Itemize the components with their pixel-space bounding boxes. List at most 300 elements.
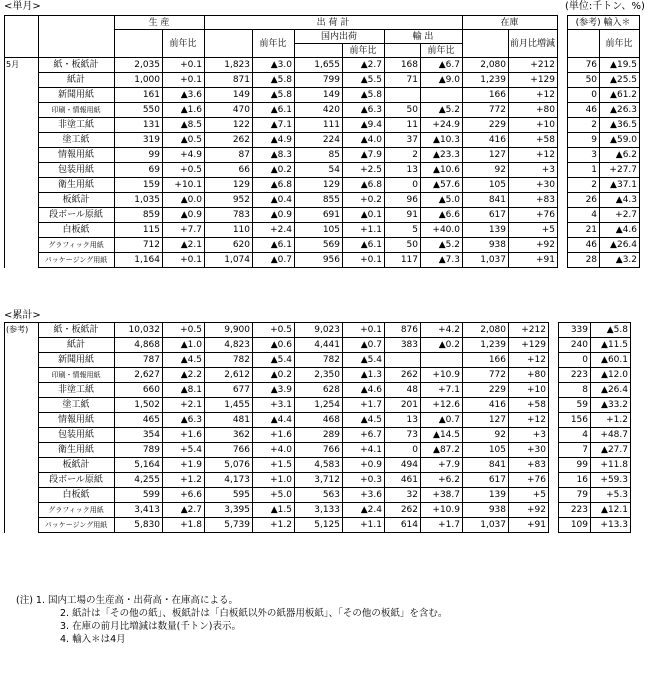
cell-value: +0.1 <box>343 253 385 268</box>
cell-value: 149 <box>295 88 343 103</box>
cell-value: ▲0.0 <box>163 193 205 208</box>
cell-value: 4,868 <box>115 338 163 353</box>
monthly-table <box>4 15 640 268</box>
cell-value: ▲0.2 <box>253 368 295 383</box>
cell-value: 9,900 <box>205 323 253 338</box>
cell-value: ▲0.9 <box>163 208 205 223</box>
cell-value: +3.6 <box>343 488 385 503</box>
table-row <box>5 253 640 268</box>
cell-value: 223 <box>559 368 591 383</box>
cell-value: 92 <box>463 428 509 443</box>
notes <box>16 594 447 646</box>
cell-value: 2 <box>385 148 421 163</box>
column-gap <box>558 163 568 178</box>
cell-value: 7 <box>559 443 591 458</box>
cell-value: +3 <box>509 428 549 443</box>
cell-value: 938 <box>463 238 509 253</box>
cell-value: ▲0.7 <box>421 413 463 428</box>
cell-value: ▲5.8 <box>253 73 295 88</box>
cell-value: ▲2.1 <box>163 238 205 253</box>
cell-value: +1.1 <box>343 223 385 238</box>
row-label: 印刷・情報用紙 <box>39 368 115 383</box>
cell-value: 691 <box>295 208 343 223</box>
column-gap <box>558 208 568 223</box>
cell-value: 127 <box>463 413 509 428</box>
cell-value: ▲5.0 <box>421 193 463 208</box>
cell-value: 3,413 <box>115 503 163 518</box>
cell-value: ▲6.8 <box>343 178 385 193</box>
cell-value: +80 <box>509 368 549 383</box>
cell-value: ▲6.3 <box>343 103 385 118</box>
cell-value: 595 <box>205 488 253 503</box>
cell-value: +12.6 <box>421 398 463 413</box>
cell-value: 37 <box>385 133 421 148</box>
cell-value: 952 <box>205 193 253 208</box>
table-row <box>5 488 631 503</box>
column-gap <box>549 473 559 488</box>
cell-value: ▲26.4 <box>600 238 640 253</box>
cell-value: 677 <box>205 383 253 398</box>
cell-value: +91 <box>509 253 558 268</box>
cell-value: +5 <box>509 488 549 503</box>
column-gap <box>549 353 559 368</box>
cell-value: +0.3 <box>343 473 385 488</box>
table-row <box>5 163 640 178</box>
cell-value: 115 <box>115 223 163 238</box>
column-gap <box>549 323 559 338</box>
cell-value: 139 <box>463 223 509 238</box>
table-row <box>5 503 631 518</box>
cell-value: ▲4.9 <box>253 133 295 148</box>
cell-value: ▲5.8 <box>253 88 295 103</box>
cell-value: ▲3.6 <box>163 88 205 103</box>
cell-value: 99 <box>559 458 591 473</box>
table-row <box>5 398 631 413</box>
cell-value: ▲25.5 <box>600 73 640 88</box>
cell-value: 201 <box>385 398 421 413</box>
row-label: 段ボール原紙 <box>39 473 115 488</box>
table-row <box>5 88 640 103</box>
cell-value: 96 <box>385 193 421 208</box>
cell-value: 66 <box>205 163 253 178</box>
cell-value: ▲60.1 <box>591 353 631 368</box>
cell-value: 339 <box>559 323 591 338</box>
cell-value: 855 <box>295 193 343 208</box>
cell-value: ▲26.4 <box>591 383 631 398</box>
cell-value: 127 <box>463 148 509 163</box>
cell-value: ▲8.3 <box>253 148 295 163</box>
cell-value: 563 <box>295 488 343 503</box>
cell-value: 1,035 <box>115 193 163 208</box>
cell-value: +58 <box>509 133 558 148</box>
cell-value: +0.2 <box>343 193 385 208</box>
row-label: 塗工紙 <box>39 398 115 413</box>
row-label: 紙計 <box>39 338 115 353</box>
cell-value: 110 <box>205 223 253 238</box>
cell-value: +40.0 <box>421 223 463 238</box>
cell-value: 76 <box>568 58 600 73</box>
cell-value: ▲5.5 <box>343 73 385 88</box>
cell-value: 468 <box>295 413 343 428</box>
cell-value: +12 <box>509 88 558 103</box>
cell-value: +0.1 <box>163 253 205 268</box>
column-gap <box>558 88 568 103</box>
header-dom-yoy: 前年比 <box>343 44 385 58</box>
cell-value: ▲3.9 <box>253 383 295 398</box>
table-row <box>5 323 631 338</box>
cell-value: 0 <box>568 88 600 103</box>
row-label: 塗工紙 <box>39 133 115 148</box>
header-import: (参考) 輸入＊ <box>568 16 640 30</box>
cell-value: +80 <box>509 103 558 118</box>
cell-value: +129 <box>509 338 549 353</box>
column-gap <box>558 193 568 208</box>
cell-value: 2,035 <box>115 58 163 73</box>
cell-value: +1.6 <box>163 428 205 443</box>
header-production: 生 産 <box>115 16 205 30</box>
cell-value: 166 <box>463 88 509 103</box>
cell-value: +6.2 <box>421 473 463 488</box>
cell-value: 159 <box>115 178 163 193</box>
column-gap <box>549 458 559 473</box>
cell-value: 938 <box>463 503 509 518</box>
cell-value: 1,455 <box>205 398 253 413</box>
cell-value: 117 <box>385 253 421 268</box>
cell-value: 3,712 <box>295 473 343 488</box>
cell-value: 782 <box>205 353 253 368</box>
cell-value: ▲4.4 <box>253 413 295 428</box>
row-label: グラフィック用紙 <box>39 238 115 253</box>
cell-value: 10,032 <box>115 323 163 338</box>
cell-value: 772 <box>463 103 509 118</box>
cell-value: 229 <box>463 383 509 398</box>
cell-value: 420 <box>295 103 343 118</box>
cell-value: ▲11.5 <box>591 338 631 353</box>
cell-value: 5 <box>385 223 421 238</box>
cell-value: 599 <box>115 488 163 503</box>
cell-value: +76 <box>509 208 558 223</box>
cell-value: +1.6 <box>253 428 295 443</box>
table-row <box>5 473 631 488</box>
cell-value: 1,037 <box>463 518 509 533</box>
cell-value: 550 <box>115 103 163 118</box>
cell-value: 262 <box>385 368 421 383</box>
cell-value: +2.1 <box>163 398 205 413</box>
row-label: 段ボール原紙 <box>39 208 115 223</box>
cell-value: 26 <box>568 193 600 208</box>
cell-value: 3,133 <box>295 503 343 518</box>
column-gap <box>549 398 559 413</box>
cell-value: 569 <box>295 238 343 253</box>
cell-value: ▲6.3 <box>163 413 205 428</box>
cell-value: 5,830 <box>115 518 163 533</box>
cell-value: ▲7.3 <box>421 253 463 268</box>
cell-value: 0 <box>385 443 421 458</box>
cell-value: ▲0.4 <box>253 193 295 208</box>
cell-value: ▲0.9 <box>253 208 295 223</box>
cell-value: +59.3 <box>591 473 631 488</box>
row-label: グラフィック用紙 <box>39 503 115 518</box>
cell-value: 782 <box>295 353 343 368</box>
cell-value: 4,583 <box>295 458 343 473</box>
cell-value: ▲1.6 <box>163 103 205 118</box>
table-row <box>5 353 631 368</box>
cell-value: +212 <box>509 58 558 73</box>
cell-value: ▲1.0 <box>163 338 205 353</box>
cell-value: +27.7 <box>600 163 640 178</box>
cell-value: +5.3 <box>591 488 631 503</box>
header-inv-qty <box>463 30 509 58</box>
cell-value: 1,239 <box>463 73 509 88</box>
column-gap <box>558 73 568 88</box>
cell-value: 79 <box>559 488 591 503</box>
row-label: 板紙計 <box>39 458 115 473</box>
cell-value: ▲0.1 <box>343 208 385 223</box>
cell-value: 789 <box>115 443 163 458</box>
cell-value: 223 <box>559 503 591 518</box>
table-row <box>5 338 631 353</box>
cell-value: ▲1.5 <box>253 503 295 518</box>
cell-value: ▲10.3 <box>421 133 463 148</box>
cell-value: +83 <box>509 193 558 208</box>
cell-value: +4.0 <box>253 443 295 458</box>
cell-value: 131 <box>115 118 163 133</box>
cell-value: 4,441 <box>295 338 343 353</box>
header-exp-yoy: 前年比 <box>421 44 463 58</box>
cell-value: 1 <box>568 163 600 178</box>
cell-value: ▲12.1 <box>591 503 631 518</box>
cell-value: 46 <box>568 238 600 253</box>
cell-value: 841 <box>463 458 509 473</box>
cell-value: ▲36.5 <box>600 118 640 133</box>
cell-value: +12 <box>509 148 558 163</box>
cell-value: +10 <box>509 383 549 398</box>
cell-value: 166 <box>463 353 509 368</box>
table-row <box>5 178 640 193</box>
cell-value: +10.9 <box>421 368 463 383</box>
cell-value: 105 <box>463 178 509 193</box>
cell-value: +1.0 <box>253 473 295 488</box>
row-label: 新聞用紙 <box>39 353 115 368</box>
cell-value: 73 <box>385 428 421 443</box>
cell-value: 362 <box>205 428 253 443</box>
cell-value <box>385 88 421 103</box>
cell-value: 129 <box>295 178 343 193</box>
cell-value: +10.1 <box>163 178 205 193</box>
cell-value: 59 <box>559 398 591 413</box>
header-blank-b <box>39 16 115 58</box>
cell-value: 1,164 <box>115 253 163 268</box>
column-gap <box>558 148 568 163</box>
cell-value: +3.1 <box>253 398 295 413</box>
cell-value: ▲6.1 <box>253 238 295 253</box>
cell-value: 617 <box>463 473 509 488</box>
cell-value: +1.7 <box>421 518 463 533</box>
row-label: パッケージング用紙 <box>39 518 115 533</box>
cell-value: 109 <box>559 518 591 533</box>
table-row <box>5 208 640 223</box>
cell-value: ▲4.6 <box>343 383 385 398</box>
cell-value: +0.1 <box>163 58 205 73</box>
cell-value: +4.9 <box>163 148 205 163</box>
cell-value: 156 <box>559 413 591 428</box>
cell-value: 229 <box>463 118 509 133</box>
cell-value: 2,350 <box>295 368 343 383</box>
cell-value: 11 <box>385 118 421 133</box>
cell-value: +10.9 <box>421 503 463 518</box>
cell-value: 4 <box>559 428 591 443</box>
cell-value: 1,037 <box>463 253 509 268</box>
row-label: パッケージング用紙 <box>39 253 115 268</box>
cell-value: 111 <box>295 118 343 133</box>
cell-value: 13 <box>385 163 421 178</box>
cell-value: ▲0.7 <box>253 253 295 268</box>
cell-value: ▲4.6 <box>600 223 640 238</box>
cell-value: +92 <box>509 238 558 253</box>
row-label: 衛生用紙 <box>39 443 115 458</box>
cell-value: ▲37.1 <box>600 178 640 193</box>
cell-value: +24.9 <box>421 118 463 133</box>
cell-value: ▲0.7 <box>343 338 385 353</box>
cell-value: 32 <box>385 488 421 503</box>
cell-value: ▲23.3 <box>421 148 463 163</box>
row-label: 白板紙 <box>39 488 115 503</box>
cell-value: 105 <box>463 443 509 458</box>
cell-value: ▲2.2 <box>163 368 205 383</box>
cumulative-table <box>4 322 631 533</box>
row-label: 新聞用紙 <box>39 88 115 103</box>
cell-value: ▲26.3 <box>600 103 640 118</box>
cell-value: 5,076 <box>205 458 253 473</box>
cell-value: 149 <box>205 88 253 103</box>
cell-value: ▲6.7 <box>421 58 463 73</box>
cell-value: 461 <box>385 473 421 488</box>
cell-value: 99 <box>115 148 163 163</box>
row-label: 包装用紙 <box>39 428 115 443</box>
column-gap <box>558 103 568 118</box>
cell-value: ▲6.1 <box>343 238 385 253</box>
column-gap <box>558 178 568 193</box>
cell-value: 628 <box>295 383 343 398</box>
cell-value: ▲9.4 <box>343 118 385 133</box>
cell-value: +1.5 <box>253 458 295 473</box>
cell-value: 859 <box>115 208 163 223</box>
cell-value: +13.3 <box>591 518 631 533</box>
cell-value: 354 <box>115 428 163 443</box>
cell-value: 50 <box>568 73 600 88</box>
table-row <box>5 193 640 208</box>
cell-value: +76 <box>509 473 549 488</box>
cell-value: 168 <box>385 58 421 73</box>
cell-value: +12 <box>509 413 549 428</box>
cell-value: +212 <box>509 323 549 338</box>
cell-value: 91 <box>385 208 421 223</box>
cell-value: 4,173 <box>205 473 253 488</box>
cell-value: ▲2.4 <box>343 503 385 518</box>
cell-value: ▲14.5 <box>421 428 463 443</box>
header-imp-qty <box>568 30 600 58</box>
column-gap <box>549 428 559 443</box>
header-ship-qty <box>205 30 253 58</box>
cell-value: 956 <box>295 253 343 268</box>
cell-value: ▲59.0 <box>600 133 640 148</box>
row-label: 非塗工紙 <box>39 383 115 398</box>
row-label: 情報用紙 <box>39 413 115 428</box>
cell-value: ▲87.2 <box>421 443 463 458</box>
table-row <box>5 428 631 443</box>
cell-value: +1.2 <box>591 413 631 428</box>
cell-value: ▲0.5 <box>163 133 205 148</box>
table-row <box>5 148 640 163</box>
cell-value: +4.1 <box>343 443 385 458</box>
cell-value: 50 <box>385 238 421 253</box>
cell-value: +48.7 <box>591 428 631 443</box>
cell-value: +6.7 <box>343 428 385 443</box>
cell-value: 319 <box>115 133 163 148</box>
header-imp-yoy: 前年比 <box>600 30 640 58</box>
cell-value: 1,074 <box>205 253 253 268</box>
cell-value: 122 <box>205 118 253 133</box>
cell-value: ▲0.6 <box>253 338 295 353</box>
cell-value: +6.6 <box>163 488 205 503</box>
cell-value: ▲5.4 <box>343 353 385 368</box>
table-row <box>5 518 631 533</box>
cell-value: ▲6.6 <box>421 208 463 223</box>
note-3: 3. 在庫の前月比増減は数量(千トン)表示。 <box>60 621 241 632</box>
header-inv-mom: 前月比増減 <box>509 30 558 58</box>
cell-value: ▲6.1 <box>253 103 295 118</box>
cell-value: ▲6.8 <box>253 178 295 193</box>
cell-value: 4,823 <box>205 338 253 353</box>
cell-value: ▲3.0 <box>253 58 295 73</box>
cell-value: 224 <box>295 133 343 148</box>
cell-value: 9,023 <box>295 323 343 338</box>
row-label: 紙計 <box>39 73 115 88</box>
cell-value: ▲5.8 <box>343 88 385 103</box>
caption-monthly: <単月> <box>4 1 41 12</box>
cell-value: 1,000 <box>115 73 163 88</box>
cell-value: ▲4.3 <box>600 193 640 208</box>
note-2: 2. 紙計は「その他の紙」、板紙計は「白板紙以外の紙器用板紙」、「その他の板紙」を含む。 <box>60 608 448 619</box>
column-gap <box>558 253 568 268</box>
cell-value: 494 <box>385 458 421 473</box>
cell-value: 9 <box>568 133 600 148</box>
header-dom-qty <box>295 44 343 58</box>
cell-value: 54 <box>295 163 343 178</box>
cell-value: 5,125 <box>295 518 343 533</box>
cell-value: +83 <box>509 458 549 473</box>
cell-value: +4.2 <box>421 323 463 338</box>
cell-value: +7.1 <box>421 383 463 398</box>
cell-value: 3,395 <box>205 503 253 518</box>
cell-value: 92 <box>463 163 509 178</box>
cell-value: +0.5 <box>163 323 205 338</box>
cell-value: 772 <box>463 368 509 383</box>
header-inventory: 在庫 <box>463 16 558 30</box>
section-label: 5月 <box>5 58 39 268</box>
cell-value: +11.8 <box>591 458 631 473</box>
row-label: 紙・板紙計 <box>39 58 115 73</box>
cell-value: +129 <box>509 73 558 88</box>
cell-value: ▲57.6 <box>421 178 463 193</box>
cell-value: +5.0 <box>253 488 295 503</box>
cell-value: +0.5 <box>253 323 295 338</box>
cell-value: ▲5.8 <box>591 323 631 338</box>
table-row <box>5 238 640 253</box>
cell-value: +5 <box>509 223 558 238</box>
cell-value: +1.2 <box>163 473 205 488</box>
cell-value: 129 <box>205 178 253 193</box>
